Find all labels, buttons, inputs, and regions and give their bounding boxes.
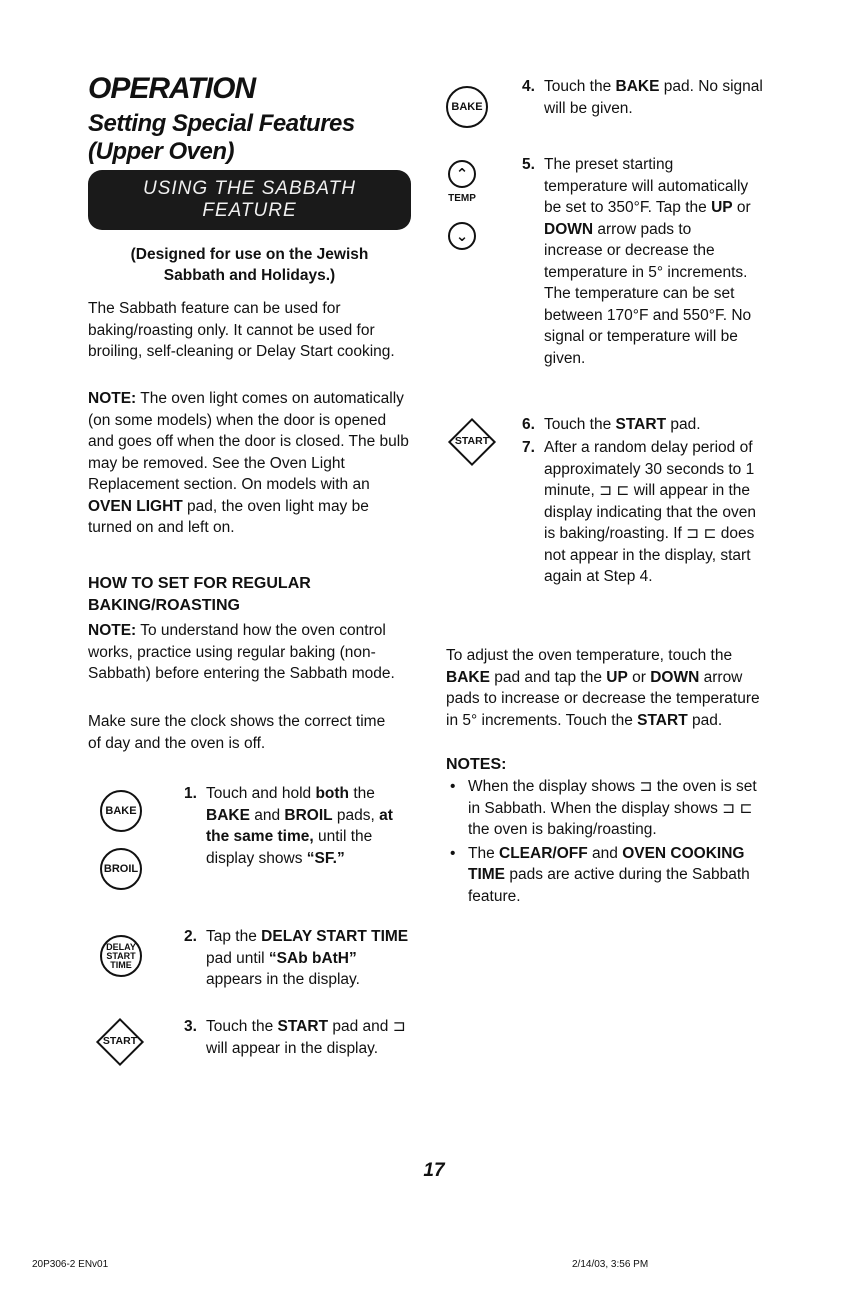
adjust-paragraph <box>446 645 766 731</box>
adjust-bold: DOWN <box>650 668 700 686</box>
note-bold: OVEN COOKING TIME <box>468 844 745 883</box>
step-5 <box>522 154 754 369</box>
adjust-text: To adjust the oven temperature, touch the <box>446 647 733 664</box>
step-text: and <box>249 806 285 824</box>
icon-text-time: TIME <box>110 959 132 970</box>
step-text: pad and ⊐ will appear in the display. <box>206 1018 406 1057</box>
step-text: After a random delay period of approximately 30 seconds to 1 minute, ⊐ ⊏ will appear in the display indicating that the oven is baking/roasting. If ⊐ ⊏ does not appear in the display, start again at Step 4. <box>544 439 756 585</box>
up-arrow-icon: ⌃ <box>448 160 476 188</box>
broil-pad-icon: BROIL <box>100 848 142 890</box>
step-text: or <box>732 199 751 216</box>
page-number: 17 <box>423 1160 445 1181</box>
note-text-end: pad, the oven light may be turned on and left on. <box>88 497 369 536</box>
step-text: the <box>349 785 375 802</box>
howto-line-2: BAKING/ROASTING <box>88 596 240 614</box>
oven-light-term: OVEN LIGHT <box>88 497 183 515</box>
note-text: pads are active during the Sabbath feature. <box>468 866 750 905</box>
designed-line-1: (Designed for use on the Jewish <box>130 246 369 263</box>
step-bold: BROIL <box>284 806 333 824</box>
step-text: pad until <box>206 949 269 967</box>
step-text: arrow pads to increase or decrease the temperature in 5° increments. The temperature can be set between 170°F and 550°F. No signal or temperature will be given. <box>544 220 752 367</box>
note2-text: To understand how the oven control works, practice using regular baking (non-Sabbath) before entering the Sabbath mode. <box>88 622 395 682</box>
step-bold: START <box>277 1018 329 1035</box>
note-text: and <box>587 844 623 862</box>
howto-heading <box>88 573 413 616</box>
step-text: Touch the <box>544 416 616 433</box>
step-text: Tap the <box>206 928 262 945</box>
step-bold: BAKE <box>615 78 660 95</box>
page-title <box>88 110 355 166</box>
step-bold: UP <box>711 199 733 216</box>
adjust-bold: BAKE <box>446 668 490 686</box>
designed-line-2: Sabbath and Holidays.) <box>163 267 336 284</box>
note2-label: NOTE: <box>88 622 137 639</box>
adjust-text: or <box>627 668 651 686</box>
step-number: 6. <box>522 416 535 433</box>
step-number: 2. <box>184 928 197 945</box>
make-sure-paragraph: Make sure the clock shows the correct time of day and the oven is off. <box>88 713 386 752</box>
step-4 <box>522 76 764 119</box>
step-bold: DOWN <box>544 220 594 238</box>
step-6 <box>522 414 764 436</box>
footer-document-code: 20P306-2 ENv01 <box>32 1259 109 1270</box>
step-text: The preset starting temperature will automatically be set to 350°F. Tap the <box>544 156 749 216</box>
note-practice <box>88 620 413 685</box>
note-item: • When the display shows ⊐ the oven is set in Sabbath. When the display shows ⊐ ⊏ the oven is baking/roasting. <box>446 776 761 841</box>
adjust-text: pad. <box>687 711 723 729</box>
step-7 <box>522 437 766 588</box>
note-label: NOTE: <box>88 390 137 407</box>
designed-note <box>88 244 411 286</box>
step-bold: “SAb bAtH” <box>268 949 357 967</box>
step-bold: BAKE <box>206 806 250 824</box>
step-bold: DELAY START TIME <box>261 928 409 945</box>
notes-list <box>446 776 761 907</box>
down-arrow-icon: ⌄ <box>448 222 476 250</box>
start-icon-label: START <box>102 1035 138 1047</box>
bake-pad-icon-right: BAKE <box>446 86 488 128</box>
step-text: pad. <box>666 416 701 433</box>
step-number: 3. <box>184 1018 197 1035</box>
step-1 <box>184 783 406 869</box>
step-3 <box>184 1016 411 1059</box>
notes-heading: NOTES: <box>446 756 507 773</box>
intro-paragraph: The Sabbath feature can be used for baking/roasting only. It cannot be used for broiling, self-cleaning or Delay Start cooking. <box>88 300 395 360</box>
step-bold: START <box>615 416 667 433</box>
step-number: 7. <box>522 439 535 456</box>
note-text: The oven light comes on automatically (on some models) when the door is opened and goes off when the door is closed. The bulb may be removed. See the Oven Light Replacement section. On models with an <box>88 390 409 493</box>
bake-pad-icon: BAKE <box>100 790 142 832</box>
note-bold: CLEAR/OFF <box>499 844 588 862</box>
step-bold: both <box>315 785 350 802</box>
banner-line-1: USING THE SABBATH <box>142 178 356 199</box>
adjust-bold: UP <box>606 668 628 686</box>
title-line-2: (Upper Oven) <box>88 138 235 165</box>
adjust-text: pad and tap the <box>489 668 607 686</box>
adjust-bold: START <box>637 711 688 729</box>
note-text: The <box>468 844 500 862</box>
footer-timestamp: 2/14/03, 3:56 PM <box>572 1259 649 1270</box>
howto-line-1: HOW TO SET FOR REGULAR <box>88 575 311 592</box>
step-bold: “SF.” <box>306 849 345 867</box>
adjust-text: arrow pads to increase or decrease the temperature in 5° increments. Touch the <box>446 668 760 729</box>
step-number: 4. <box>522 78 535 95</box>
step-bold: at the same time, <box>206 806 393 845</box>
icon-text-start: START <box>106 950 136 961</box>
start-icon-label: START <box>454 435 490 447</box>
title-line-1: Setting Special Features <box>88 110 355 137</box>
step-number: 5. <box>522 156 535 173</box>
icon-text-delay: DELAY <box>106 941 136 952</box>
step-number: 1. <box>184 785 197 802</box>
note-item <box>446 843 761 908</box>
step-text: Touch the <box>206 1018 278 1035</box>
feature-banner <box>88 170 411 230</box>
note-oven-light <box>88 388 413 539</box>
step-text: until the display shows <box>206 828 373 867</box>
step-text: pads, <box>332 806 380 824</box>
step-2 <box>184 926 411 991</box>
section-heading: OPERATION <box>88 72 256 105</box>
temp-label: TEMP <box>448 193 476 204</box>
step-text: pad. No signal will be given. <box>544 78 763 117</box>
banner-line-2: FEATURE <box>202 200 297 221</box>
delay-start-time-pad-icon <box>100 935 142 977</box>
step-text: Touch and hold <box>206 785 316 802</box>
step-text: appears in the display. <box>206 971 360 988</box>
step-text: Touch the <box>544 78 616 95</box>
